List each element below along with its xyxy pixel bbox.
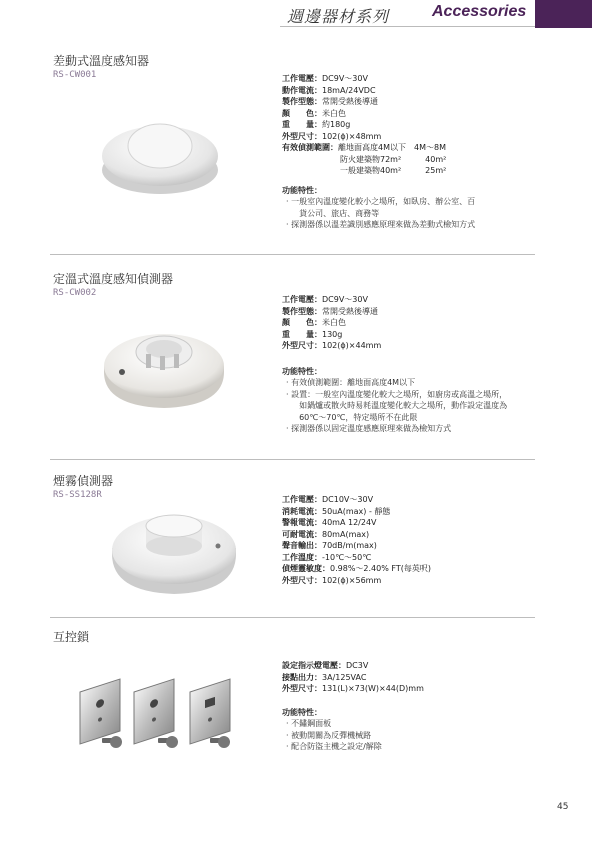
- spec-row: 外型尺寸：102(ϕ)×44mm: [282, 341, 382, 350]
- features-title: 功能特性：: [282, 366, 322, 376]
- product-code: RS-SS128R: [53, 490, 102, 500]
- page-header: [0, 0, 592, 28]
- spec-row: 可耐電流：80mA(max): [282, 529, 370, 539]
- spec-row: 設定指示燈電壓：DC3V: [282, 661, 369, 670]
- product-name: 差動式溫度感知器: [53, 54, 150, 68]
- spec-row: 外型尺寸：102(ϕ)×48mm: [282, 131, 382, 141]
- fixed-temp-detector-image: [100, 322, 228, 414]
- spec-range-row: 防火建築物72m² 40m²: [340, 154, 447, 164]
- spec-row: 接點出力：3A/125VAC: [282, 672, 367, 682]
- product-name: 互控鎖: [53, 630, 90, 644]
- product-name: 定溫式溫度感知偵測器: [53, 272, 174, 286]
- spec-row: 警報電流：40mA 12/24V: [282, 518, 377, 527]
- spec-row: 重 量：130g: [282, 329, 343, 339]
- feature-item: · 探測器係以固定溫度感應原理來做為檢知方式: [286, 424, 452, 433]
- spec-row: 工作溫度：-10℃～50℃: [282, 552, 372, 562]
- features-title: 功能特性：: [282, 185, 322, 195]
- product-specs: [282, 294, 507, 435]
- section-divider: [50, 459, 535, 460]
- spec-row: 偵煙靈敏度：0.98%～2.40% FT(每英呎): [282, 564, 431, 573]
- spec-row: 動作電流：18mA/24VDC: [282, 85, 376, 95]
- smoke-detector-image: [110, 508, 238, 598]
- product-specs: [282, 494, 431, 586]
- product-name: 煙霧偵測器: [53, 474, 114, 488]
- feature-item: 60℃～70℃，特定場所不在此限: [291, 412, 418, 422]
- spec-row: 製作型態：常開受熱後導通: [282, 97, 378, 106]
- section-divider: [50, 254, 535, 255]
- section-divider: [50, 617, 535, 618]
- series-title: 週邊器材系列: [287, 7, 390, 26]
- header-accent-bar: [535, 0, 592, 28]
- page-number: 45: [557, 802, 569, 812]
- feature-item: 貨公司、旅店、商務等: [291, 208, 380, 218]
- header-underline: [280, 26, 535, 27]
- feature-item: · 設置：一般室內溫度變化較大之場所，如廚房或高溫之場所，: [286, 389, 508, 399]
- spec-range-row: 一般建築物40m² 25m²: [340, 166, 447, 175]
- spec-row: 顏 色：米白色: [282, 108, 346, 118]
- interlock-switch-image: [78, 660, 248, 760]
- product-specs: [282, 660, 424, 753]
- spec-row: 製作型態：常開受熱後導通: [282, 306, 378, 316]
- feature-item: · 探測器係以溫差識別感應原理來做為差動式檢知方式: [286, 220, 476, 229]
- feature-item: 如鍋爐或散火時易耗溫度變化較大之場所，動作設定溫度為: [291, 401, 508, 410]
- spec-row: 消耗電流：50uA(max) - 靜態: [282, 506, 391, 516]
- features-title: 功能特性：: [282, 707, 322, 717]
- spec-row: 有效偵測範圍：離地面高度4M以下 4M～8M: [282, 143, 446, 152]
- feature-item: · 有效偵測範圍：離地面高度4M以下: [286, 378, 416, 387]
- spec-row: 工作電壓：DC9V～30V: [282, 295, 368, 304]
- feature-item: · 一般室內溫度變化較小之場所，如臥房、辦公室、百: [286, 197, 476, 206]
- feature-item: · 被動開關為反彈機械路: [286, 730, 372, 740]
- spec-row: 顏 色：米白色: [282, 318, 346, 327]
- feature-item: · 配合防盜主機之設定/解除: [286, 742, 382, 751]
- feature-item: · 不鏽鋼面板: [286, 719, 332, 728]
- product-code: RS-CW002: [53, 288, 97, 298]
- accessories-label: Accessories: [432, 3, 527, 20]
- heat-detector-image: [100, 108, 220, 198]
- spec-row: 工作電壓：DC10V～30V: [282, 495, 374, 504]
- spec-row: 聲音輸出：70dB/m(max): [282, 541, 377, 550]
- spec-row: 外型尺寸：131(L)×73(W)×44(D)mm: [282, 684, 424, 693]
- product-code: RS-CW001: [53, 70, 97, 80]
- product-specs: [282, 73, 475, 231]
- spec-row: 工作電壓：DC9V～30V: [282, 74, 368, 83]
- spec-row: 重 量：約180g: [282, 120, 351, 129]
- spec-row: 外型尺寸：102(ϕ)×56mm: [282, 575, 382, 585]
